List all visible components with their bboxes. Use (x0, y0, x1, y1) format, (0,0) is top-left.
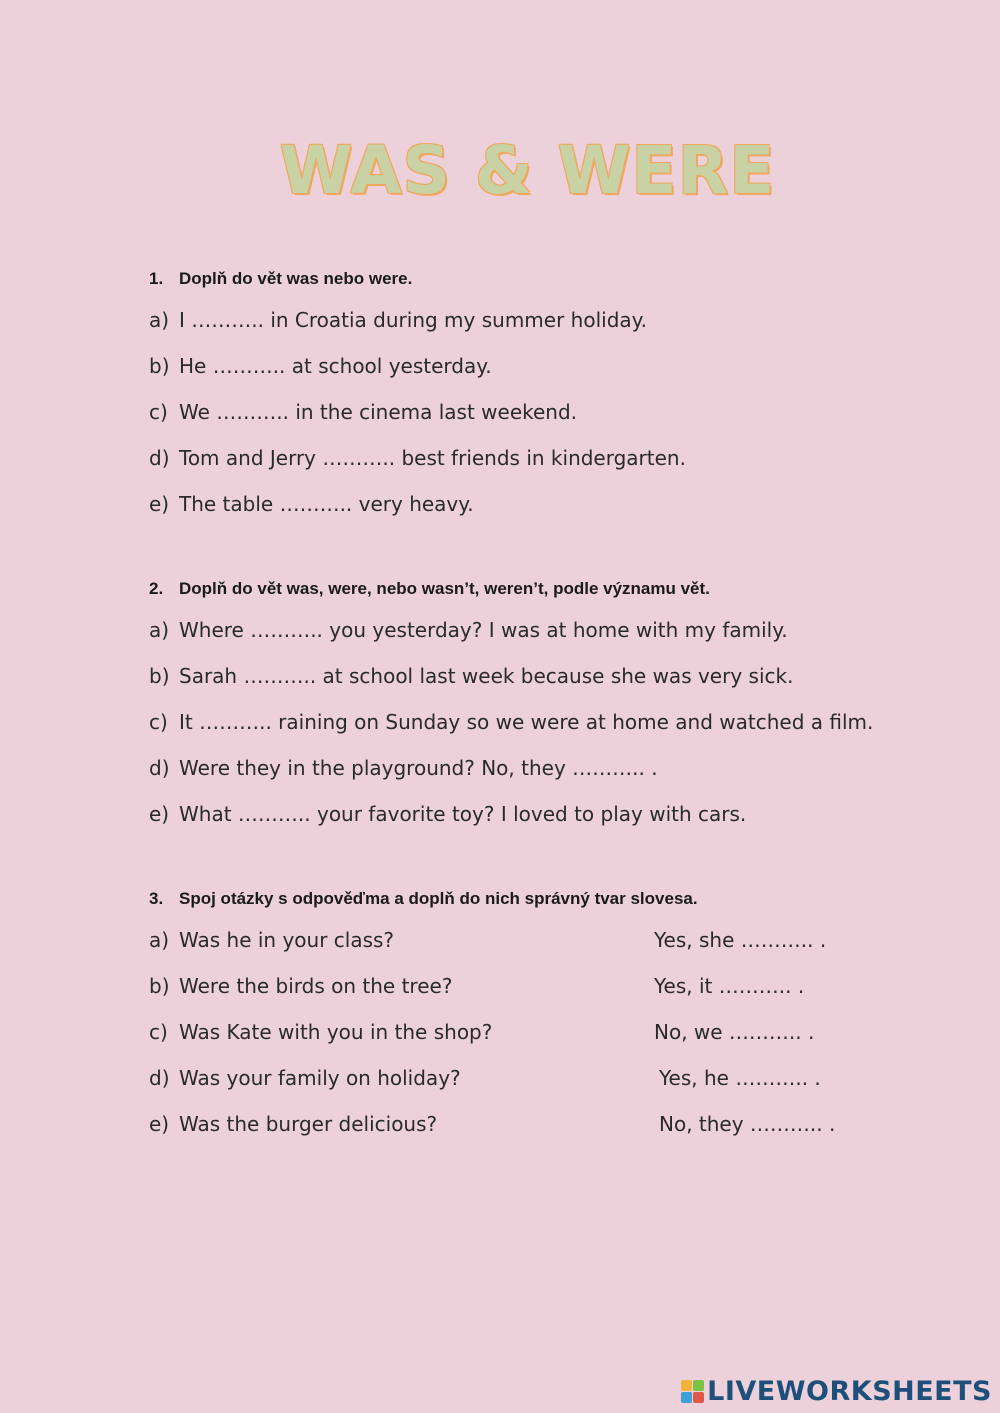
item-text: Sarah ……….. at school last week because she was very sick. (179, 664, 794, 688)
item-letter: e) (149, 1112, 170, 1136)
match-item (149, 1009, 949, 1055)
item-letter: c) (149, 1020, 168, 1044)
item-question: Was the burger delicious? (179, 1112, 438, 1136)
match-item (149, 963, 949, 1009)
exercise-2-heading (149, 577, 949, 601)
sentence-item (149, 607, 949, 653)
item-text: It ……….. raining on Sunday so we were at home and watched a film. (179, 710, 874, 734)
liveworksheets-logo-icon (681, 1380, 704, 1403)
item-letter: d) (149, 446, 170, 470)
item-answer: No, they ……….. . (659, 1112, 836, 1136)
exercise-instruction: Doplň do vět was nebo were. (179, 269, 413, 288)
exercise-instruction: Spoj otázky s odpověďma a doplň do nich správný tvar slovesa. (179, 889, 698, 908)
sentence-item (149, 435, 949, 481)
item-answer: Yes, it ……….. . (654, 974, 805, 998)
exercise-instruction: Doplň do vět was, were, nebo wasn’t, weren’t, podle významu vět. (179, 579, 710, 598)
worksheet-title: WAS & WERE (279, 132, 776, 209)
sentence-item (149, 389, 949, 435)
item-letter: e) (149, 492, 170, 516)
sentence-item (149, 481, 949, 527)
sentence-item (149, 297, 949, 343)
item-text: He ……….. at school yesterday. (179, 354, 492, 378)
item-text: We ……….. in the cinema last weekend. (179, 400, 578, 424)
item-letter: b) (149, 354, 170, 378)
match-item (149, 917, 949, 963)
item-answer: No, we ……….. . (654, 1020, 815, 1044)
match-item (149, 1101, 949, 1147)
sentence-item (149, 791, 949, 837)
item-letter: d) (149, 1066, 170, 1090)
brand-name: LIVEWORKSHEETS (707, 1376, 992, 1407)
item-letter: c) (149, 710, 168, 734)
item-question: Were the birds on the tree? (179, 974, 453, 998)
item-letter: a) (149, 928, 170, 952)
item-question: Was your family on holiday? (179, 1066, 461, 1090)
exercise-1-heading (149, 267, 949, 291)
exercise-number: 1. (149, 269, 164, 288)
sentence-item (149, 699, 949, 745)
match-item (149, 1055, 949, 1101)
item-answer: Yes, he ……….. . (659, 1066, 821, 1090)
item-letter: c) (149, 400, 168, 424)
item-text: Where ……….. you yesterday? I was at home with my family. (179, 618, 788, 642)
item-answer: Yes, she ……….. . (654, 928, 827, 952)
item-text: The table ……….. very heavy. (179, 492, 474, 516)
item-letter: b) (149, 664, 170, 688)
exercise-2 (149, 577, 949, 837)
sentence-item (149, 343, 949, 389)
item-question: Was Kate with you in the shop? (179, 1020, 493, 1044)
item-letter: b) (149, 974, 170, 998)
liveworksheets-logo[interactable] (681, 1376, 992, 1407)
exercise-3 (149, 887, 949, 1147)
sentence-item (149, 653, 949, 699)
item-text: What ……….. your favorite toy? I loved to play with cars. (179, 802, 747, 826)
item-letter: d) (149, 756, 170, 780)
exercise-3-heading (149, 887, 949, 911)
item-question: Was he in your class? (179, 928, 395, 952)
item-text: I ……….. in Croatia during my summer holiday. (179, 308, 647, 332)
item-text: Tom and Jerry ……….. best friends in kindergarten. (179, 446, 686, 470)
sentence-item (149, 745, 949, 791)
item-letter: e) (149, 802, 170, 826)
item-letter: a) (149, 308, 170, 332)
item-letter: a) (149, 618, 170, 642)
item-text: Were they in the playground? No, they ……….. . (179, 756, 658, 780)
exercise-number: 2. (149, 579, 164, 598)
exercise-number: 3. (149, 889, 164, 908)
exercise-1 (149, 267, 949, 527)
